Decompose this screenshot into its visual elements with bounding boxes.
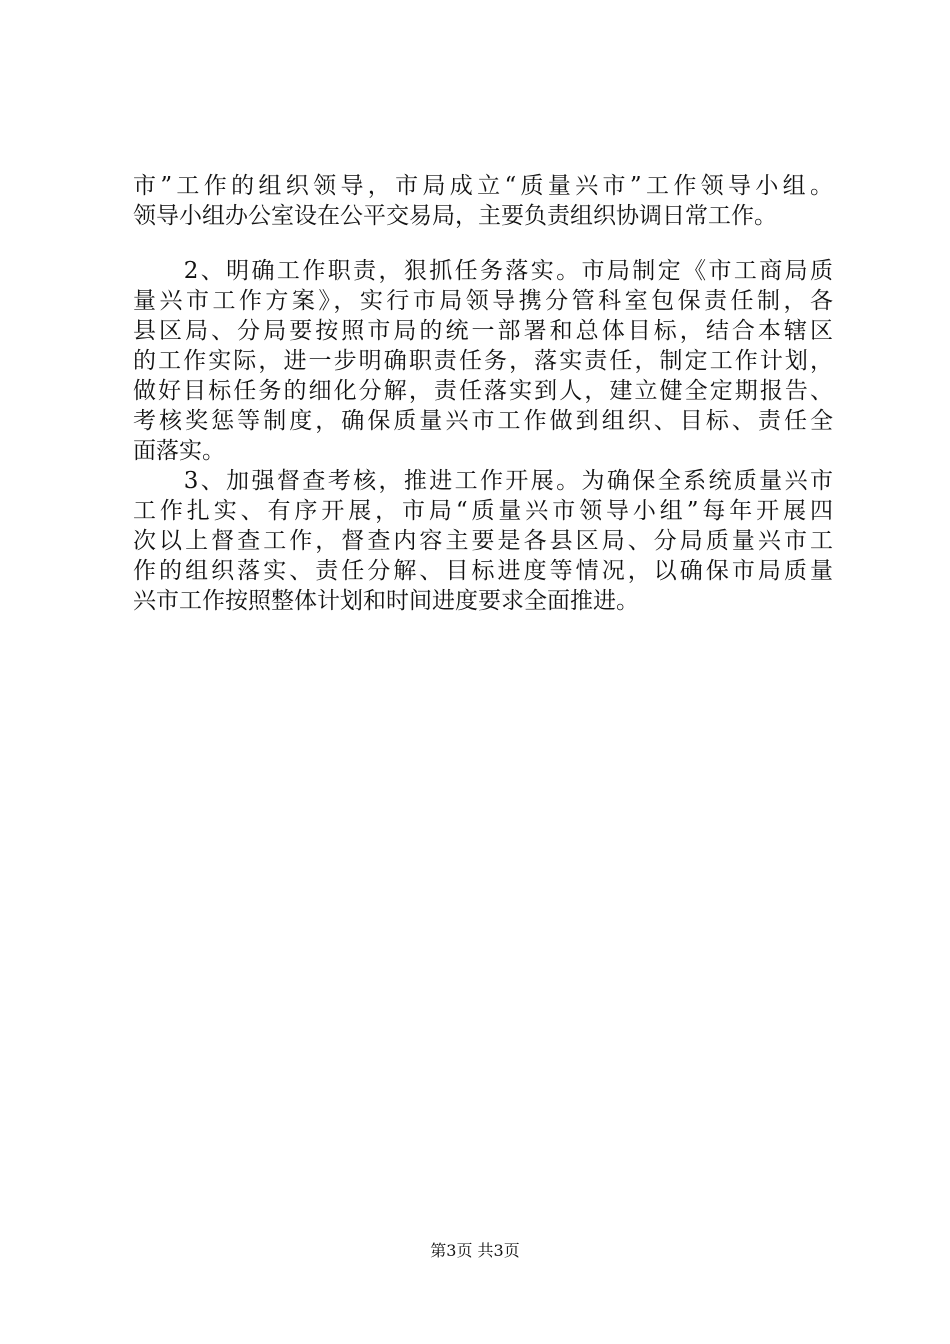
paragraph-line: 作的组织落实、责任分解、目标进度等情况，以确保市局质量 bbox=[133, 558, 833, 584]
paragraph-line: 领导小组办公室设在公平交易局，主要负责组织协调日常工作。 bbox=[133, 203, 777, 229]
paragraph-line: 做好目标任务的细化分解，责任落实到人，建立健全定期报告、 bbox=[133, 378, 833, 404]
paragraph-line: 考核奖惩等制度，确保质量兴市工作做到组织、目标、责任全 bbox=[133, 408, 833, 434]
paragraph-line: 工作扎实、有序开展，市局“质量兴市领导小组”每年开展四 bbox=[133, 498, 833, 524]
paragraph-line: 2、明确工作职责，狠抓任务落实。市局制定《市工商局质 bbox=[133, 258, 833, 284]
paragraph-line: 的工作实际，进一步明确职责任务，落实责任，制定工作计划， bbox=[133, 348, 833, 374]
paragraph-line: 县区局、分局要按照市局的统一部署和总体目标，结合本辖区 bbox=[133, 318, 833, 344]
paragraph-2 bbox=[133, 256, 833, 466]
paragraph-line: 3、加强督查考核，推进工作开展。为确保全系统质量兴市 bbox=[133, 468, 833, 494]
paragraph-line: 兴市工作按照整体计划和时间进度要求全面推进。 bbox=[133, 588, 639, 614]
paragraph-3 bbox=[133, 466, 833, 616]
paragraph-line: 次以上督查工作，督查内容主要是各县区局、分局质量兴市工 bbox=[133, 528, 833, 554]
paragraph-line: 面落实。 bbox=[133, 438, 225, 464]
paragraph-line: 量兴市工作方案》，实行市局领导携分管科室包保责任制，各 bbox=[133, 288, 833, 314]
page-number-footer: 第3页 共3页 bbox=[430, 1241, 520, 1260]
document-body bbox=[133, 171, 833, 616]
paragraph-spacer bbox=[133, 231, 833, 256]
paragraph-1 bbox=[133, 171, 833, 231]
paragraph-line: 市”工作的组织领导，市局成立“质量兴市”工作领导小组。 bbox=[133, 173, 833, 199]
